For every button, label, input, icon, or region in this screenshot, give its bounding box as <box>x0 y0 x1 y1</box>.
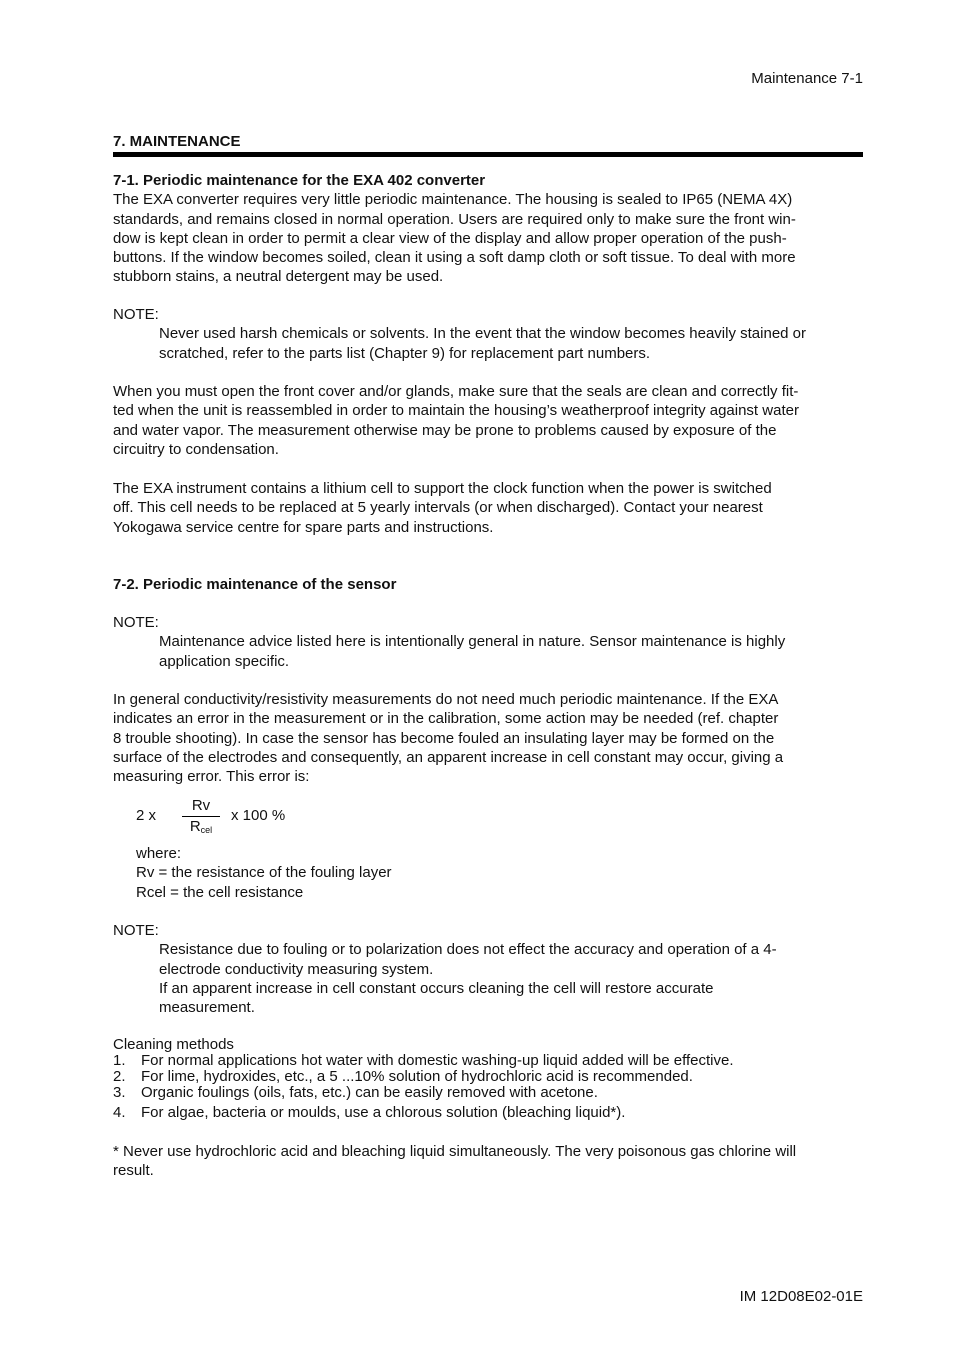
text-line: dow is kept clean in order to permit a clear view of the display and allow proper operation of the push- <box>113 229 787 247</box>
page-header-label: Maintenance 7-1 <box>751 70 863 87</box>
section-7-2 <box>113 575 863 594</box>
text-line: off. This cell needs to be replaced at 5 yearly intervals (or when discharged). Contact your nearest <box>113 499 763 517</box>
document-id: IM 12D08E02-01E <box>739 1288 863 1305</box>
text-line: Never used harsh chemicals or solvents. In the event that the window becomes heavily stained or <box>159 325 807 343</box>
formula-suffix: x 100 % <box>231 807 286 824</box>
text-line: In general conductivity/resistivity measurements do not need much periodic maintenance. If the EXA <box>113 691 779 708</box>
text-line: Maintenance advice listed here is intentionally general in nature. Sensor maintenance is highly <box>159 633 786 651</box>
text-line: * Never use hydrochloric acid and bleaching liquid simultaneously. The very poisonous gas chlorine will <box>113 1143 797 1160</box>
note-general <box>113 613 863 671</box>
list-item <box>113 1069 863 1085</box>
formula-prefix: 2 x <box>136 807 157 824</box>
paragraph-housing <box>113 190 863 286</box>
denominator-subscript: cel <box>200 825 213 835</box>
note-label: NOTE: <box>113 614 159 631</box>
text-line: The EXA instrument contains a lithium cell to support the clock function when the power is switched <box>113 480 772 497</box>
text-line: stubborn stains, a neutral detergent may be used. <box>113 268 444 286</box>
list-number: 2. <box>113 1068 126 1085</box>
text-line: If an apparent increase in cell constant occurs cleaning the cell will restore accurate <box>159 979 714 997</box>
text-line: The EXA converter requires very little periodic maintenance. The housing is sealed to IP65 (NEMA 4X) <box>113 191 793 209</box>
text-line: Resistance due to fouling or to polarization does not effect the accuracy and operation of a 4- <box>159 941 777 959</box>
text-line: Rcel = the cell resistance <box>136 883 304 901</box>
list-title: Cleaning methods <box>113 1036 234 1053</box>
formula-numerator: Rv <box>191 797 211 814</box>
text-line: electrode conductivity measuring system. <box>159 960 434 978</box>
list-item <box>113 1085 863 1101</box>
chapter-rule <box>113 152 863 157</box>
formula-fraction <box>182 796 220 836</box>
section-title: 7-2. Periodic maintenance of the sensor <box>113 576 397 593</box>
paragraph-seals <box>113 382 863 459</box>
text-line: 8 trouble shooting). In case the sensor has become fouled an insulating layer may be formed on the <box>113 729 775 747</box>
text-line: application specific. <box>159 652 290 670</box>
text-line: and water vapor. The measurement otherwise may be prone to problems caused by exposure of the <box>113 421 777 439</box>
note-label: NOTE: <box>113 306 159 323</box>
note-fouling <box>113 921 863 1017</box>
list-number: 3. <box>113 1084 126 1101</box>
text-line: ted when the unit is reassembled in order to maintain the housing’s weatherproof integrity against water <box>113 402 799 420</box>
note-chemicals <box>113 305 863 363</box>
list-text: Organic foulings (oils, fats, etc.) can be easily removed with acetone. <box>141 1084 598 1101</box>
text-line: standards, and remains closed in normal operation. Users are required only to make sure the front win- <box>113 210 796 228</box>
text-line: result. <box>113 1162 154 1180</box>
text-line: circuitry to condensation. <box>113 440 279 458</box>
list-item <box>113 1053 863 1069</box>
list-text: For normal applications hot water with domestic washing-up liquid added will be effective. <box>141 1052 734 1069</box>
formula-denominator <box>182 818 220 836</box>
text-line: Rv = the resistance of the fouling layer <box>136 864 392 882</box>
list-number: 4. <box>113 1104 126 1121</box>
text-line: When you must open the front cover and/or glands, make sure that the seals are clean and correctly fit- <box>113 383 799 400</box>
formula-definitions <box>136 844 392 902</box>
list-text: For lime, hydroxides, etc., a 5 ...10% solution of hydrochloric acid is recommended. <box>141 1068 693 1085</box>
text-line: indicates an error in the measurement or in the calibration, some action may be needed (ref. chapter <box>113 710 779 728</box>
section-title: 7-1. Periodic maintenance for the EXA 402 converter <box>113 172 486 189</box>
text-line: measuring error. This error is: <box>113 768 310 786</box>
text-line: buttons. If the window becomes soiled, clean it using a soft damp cloth or soft tissue. To deal with more <box>113 249 796 267</box>
denominator-main: R <box>189 818 201 835</box>
fraction-bar <box>182 816 220 817</box>
chapter-title: 7. MAINTENANCE <box>113 133 241 150</box>
note-label: NOTE: <box>113 922 159 939</box>
cleaning-methods <box>113 1037 863 1121</box>
error-formula <box>136 796 436 838</box>
list-number: 1. <box>113 1052 126 1069</box>
text-line: scratched, refer to the parts list (Chapter 9) for replacement part numbers. <box>159 344 651 362</box>
paragraph-lithium-cell <box>113 479 863 537</box>
list-item <box>113 1105 863 1121</box>
text-line: measurement. <box>159 999 255 1017</box>
text-line: Yokogawa service centre for spare parts and instructions. <box>113 518 494 536</box>
footnote-warning <box>113 1142 863 1181</box>
section-7-1 <box>113 171 863 287</box>
text-line: surface of the electrodes and consequently, an apparent increase in cell constant may occur, giving a <box>113 748 784 766</box>
text-line: where: <box>136 845 182 862</box>
list-text: For algae, bacteria or moulds, use a chlorous solution (bleaching liquid*). <box>141 1104 626 1121</box>
paragraph-conductivity <box>113 690 863 786</box>
